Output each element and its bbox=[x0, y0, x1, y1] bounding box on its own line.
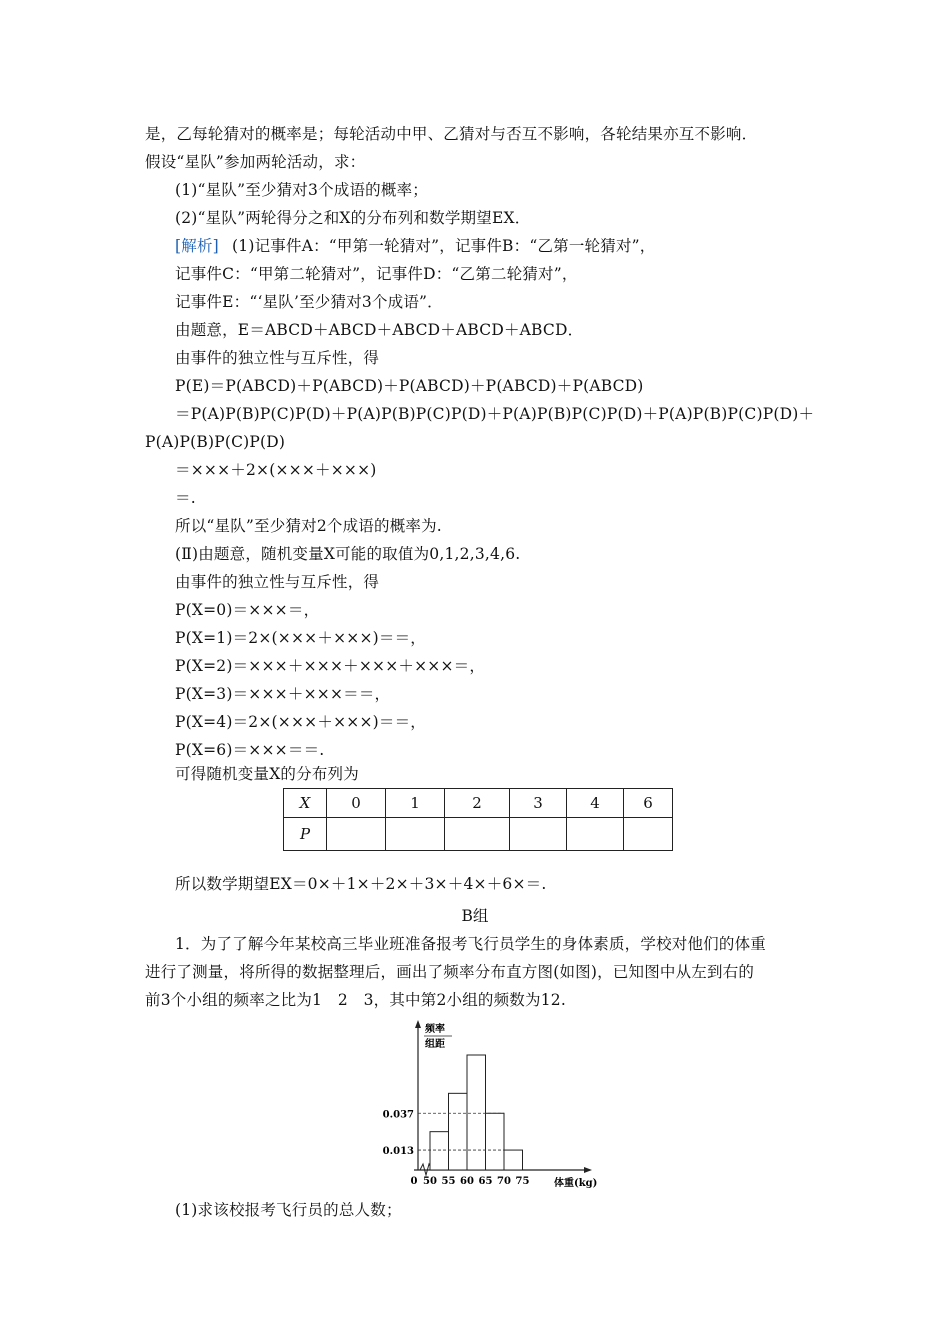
y-axis-arrow bbox=[415, 1020, 421, 1028]
histogram-bar bbox=[467, 1055, 486, 1170]
text-line: P(E)＝P(ABCD)＋P(ABCD)＋P(ABCD)＋P(ABCD)＋P(ABCD) bbox=[175, 377, 644, 395]
distribution-table bbox=[283, 788, 673, 851]
text-line: 进行了测量，将所得的数据整理后，画出了频率分布直方图(如图)，已知图中从左到右的 bbox=[145, 963, 755, 981]
histogram-chart bbox=[370, 1018, 610, 1196]
text-line: P(X=3)＝×××＋×××＝＝， bbox=[175, 685, 391, 703]
text-line: 前3个小组的频率之比为1 2 3，其中第2小组的频数为12. bbox=[145, 991, 566, 1009]
text-line: ＝×××＋2×(×××＋×××) bbox=[175, 461, 377, 479]
text-line: 所以数学期望EX＝0×＋1×＋2×＋3×＋4×＋6×＝. bbox=[175, 875, 547, 893]
table-cell bbox=[445, 818, 510, 851]
text-line: (1)求该校报考飞行员的总人数； bbox=[175, 1201, 402, 1219]
x-tick-label: 75 bbox=[515, 1176, 530, 1187]
table-row bbox=[284, 789, 673, 818]
text-line: 记事件C：“甲第二轮猜对”，记事件D：“乙第二轮猜对”， bbox=[175, 265, 578, 283]
x-tick-label: 50 bbox=[423, 1176, 437, 1187]
x-axis-label: 体重(kg) bbox=[554, 1178, 598, 1189]
text-line: ＝. bbox=[175, 489, 196, 507]
text-line: 由事件的独立性与互斥性，得 bbox=[175, 573, 380, 591]
text-line: 可得随机变量X的分布列为 bbox=[175, 765, 359, 783]
x-tick-label: 0 bbox=[410, 1176, 418, 1187]
x-tick-label: 70 bbox=[497, 1176, 511, 1187]
y-label-denominator: 组距 bbox=[425, 1039, 445, 1050]
histogram-bar bbox=[504, 1150, 523, 1170]
analysis-line bbox=[175, 236, 656, 256]
text-line: 由事件的独立性与互斥性，得 bbox=[175, 349, 380, 367]
section-title: B组 bbox=[461, 907, 489, 925]
question-1: (1)“星队”至少猜对3个成语的概率； bbox=[175, 181, 428, 199]
text-line: 假设“星队”参加两轮活动，求： bbox=[145, 153, 366, 171]
text-line: P(X=0)＝×××＝， bbox=[175, 601, 320, 619]
table-cell: 2 bbox=[445, 789, 510, 818]
table-cell: 3 bbox=[510, 789, 567, 818]
text-line: 1．为了了解今年某校高三毕业班准备报考飞行员学生的身体素质，学校对他们的体重 bbox=[175, 935, 766, 953]
text-line: (Ⅱ)由题意，随机变量X可能的取值为0,1,2,3,4,6. bbox=[175, 545, 521, 563]
analysis-text: (1)记事件A：“甲第一轮猜对”，记事件B：“乙第一轮猜对”， bbox=[232, 237, 656, 255]
text-line: ＝P(A)P(B)P(C)P(D)＋P(A)P(B)P(C)P(D)＋P(A)P(B)P(C)P(D)＋P(A)P(B)P(C)P(D)＋ bbox=[175, 405, 815, 423]
table-row bbox=[284, 818, 673, 851]
analysis-tag: [解析] bbox=[175, 237, 219, 255]
y-tick-label: 0.037 bbox=[382, 1109, 414, 1121]
table-cell bbox=[327, 818, 386, 851]
text-line: P(X=1)＝2×(×××＋×××)＝＝， bbox=[175, 629, 426, 647]
table-cell: P bbox=[284, 818, 327, 851]
histogram-bar bbox=[430, 1132, 449, 1170]
table-cell: X bbox=[284, 789, 327, 818]
table-cell: 1 bbox=[386, 789, 445, 818]
histogram-bar bbox=[486, 1113, 505, 1170]
table-cell bbox=[624, 818, 673, 851]
table-cell bbox=[567, 818, 624, 851]
y-tick-label: 0.013 bbox=[382, 1146, 414, 1158]
text-line: P(X=2)＝×××＋×××＋×××＋×××＝， bbox=[175, 657, 486, 675]
text-line: P(X=4)＝2×(×××＋×××)＝＝， bbox=[175, 713, 426, 731]
table-cell: 6 bbox=[624, 789, 673, 818]
text-line: P(X=6)＝×××＝＝. bbox=[175, 741, 325, 759]
text-line: 是，乙每轮猜对的概率是；每轮活动中甲、乙猜对与否互不影响，各轮结果亦互不影响． bbox=[145, 125, 758, 143]
text-line: 所以“星队”至少猜对2个成语的概率为. bbox=[175, 517, 442, 535]
text-line: P(A)P(B)P(C)P(D) bbox=[145, 433, 286, 451]
table-cell: 0 bbox=[327, 789, 386, 818]
text-line: 记事件E：“‘星队’至少猜对3个成语”． bbox=[175, 293, 443, 311]
x-tick-label: 55 bbox=[441, 1176, 456, 1187]
table-cell bbox=[386, 818, 445, 851]
text-line: 由题意，E＝ABCD＋ABCD＋ABCD＋ABCD＋ABCD． bbox=[175, 321, 584, 339]
x-tick-label: 60 bbox=[460, 1176, 474, 1187]
table-cell: 4 bbox=[567, 789, 624, 818]
y-label-numerator: 频率 bbox=[425, 1024, 445, 1035]
question-2: (2)“星队”两轮得分之和X的分布列和数学期望EX． bbox=[175, 209, 531, 227]
histogram-bar bbox=[449, 1093, 468, 1170]
table-cell bbox=[510, 818, 567, 851]
x-axis-arrow bbox=[584, 1167, 592, 1173]
x-tick-label: 65 bbox=[478, 1176, 493, 1187]
